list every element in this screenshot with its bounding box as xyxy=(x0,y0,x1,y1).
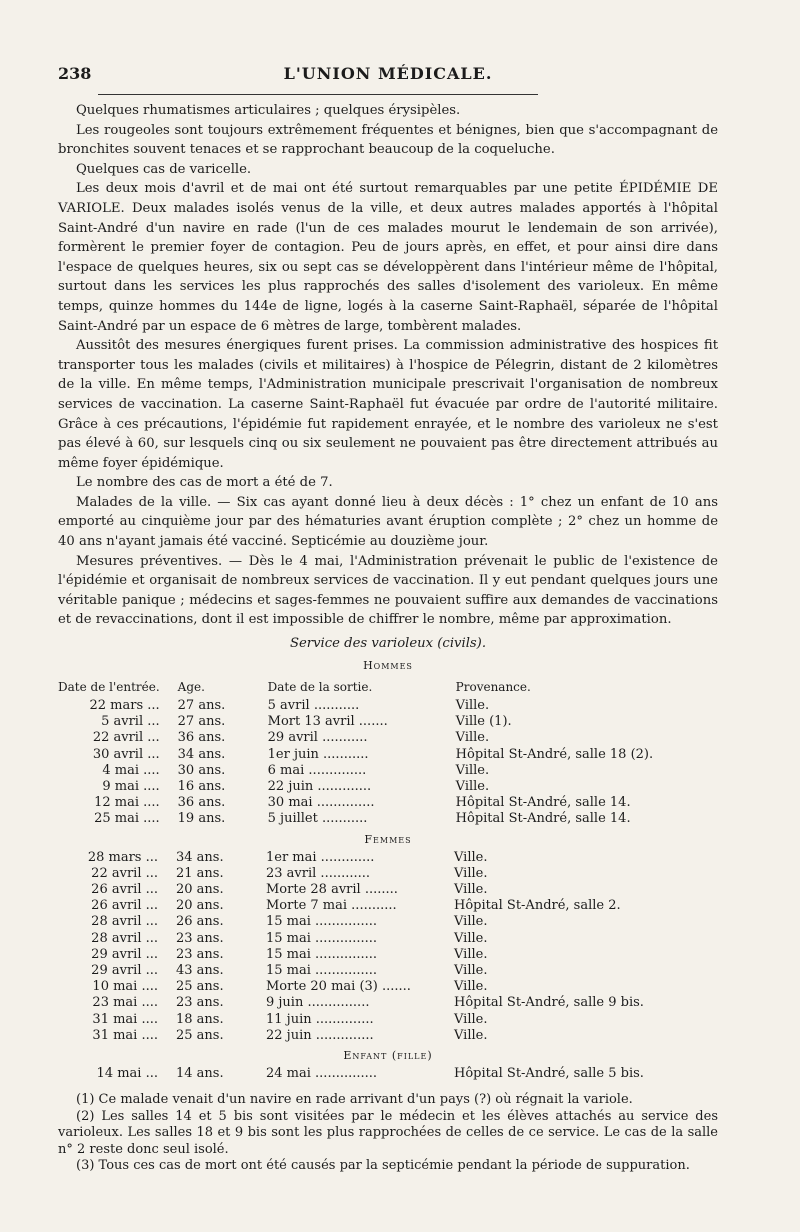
cell-age: 26 ans. xyxy=(176,914,224,930)
cell-age: 23 ans. xyxy=(176,995,224,1011)
cell-date-sortie: 29 avril ........... xyxy=(267,730,368,746)
cell-date-entree: 22 avril ... xyxy=(92,730,160,746)
cell-date-sortie: 30 mai .............. xyxy=(267,795,375,811)
table-row xyxy=(58,882,718,898)
cell-age: 23 ans. xyxy=(176,946,224,962)
cell-age: 25 ans. xyxy=(176,1027,224,1043)
cell-date-entree: 22 mars ... xyxy=(89,698,160,714)
enfant-rows xyxy=(58,1066,718,1082)
page-number: 238 xyxy=(58,64,92,83)
cell-provenance: Hôpital St-André, salle 2. xyxy=(454,898,621,914)
cell-date-sortie: 9 juin ............... xyxy=(266,995,370,1011)
cell-provenance: Ville. xyxy=(454,914,488,930)
table-row xyxy=(58,931,718,947)
section-hommes: Hommes xyxy=(363,659,413,673)
table-row xyxy=(58,914,718,930)
cell-date-sortie: 22 juin .............. xyxy=(266,1027,374,1043)
cell-date-entree: 23 mai .... xyxy=(92,995,158,1011)
cell-age: 21 ans. xyxy=(176,865,224,881)
cell-provenance: Ville. xyxy=(455,779,490,795)
cell-date-entree: 26 avril ... xyxy=(91,882,158,898)
paragraph-rheumatismes: Quelques rhumatismes articulaires ; quelques érysipèles. xyxy=(76,103,461,118)
table-row xyxy=(58,698,718,714)
cell-provenance: Ville. xyxy=(455,730,490,746)
cell-provenance: Ville. xyxy=(454,963,488,979)
cell-age: 34 ans. xyxy=(176,849,224,865)
footnote-3: (3) Tous ces cas de mort ont été causés par la septicémie pendant la période de suppuration. xyxy=(76,1158,690,1174)
cell-date-sortie: 5 avril ........... xyxy=(267,698,360,714)
cell-provenance: Hôpital St-André, salle 14. xyxy=(455,795,631,811)
table-row xyxy=(58,995,718,1011)
paragraph-mesures: Aussitôt des mesures énergiques furent prises. La commission administrative des hospices fit transporter tous les malades (civils et militaires) à l'hospice de Pélegrin, distant de 2 kilomètres de la ville. En même temps, l'Administration municipale prescrivait l'organisation de nombreux services de vaccination. La caserne Saint-Raphaël fut évacuée par ordre de l'autorité militaire. Grâce à ces précautions, l'épidémie fut rapidement enrayée, et le nombre des varioleux ne s'est pas élevé à 60, sur lesquels cinq ou six seulement ne pouvaient pas être directement attribués au même foyer épidémique. xyxy=(58,338,718,471)
enfant-table xyxy=(58,1066,718,1082)
paragraph-malades-ville: Malades de la ville. — Six cas ayant donné lieu à deux décès : 1° chez un enfant de 10 ans emporté au cinquième jour par des hématuries avant éruption complète ; 2° chez un homme de 40 ans n'ayant jamais été vacciné. Septicémie au douzième jour. xyxy=(58,494,718,550)
paragraph-mesures-preventives: Mesures préventives. — Dès le 4 mai, l'Administration prévenait le public de l'existence de l'épidémie et organisait de nombreux services de vaccination. Il y eut pendant quelques jours une véritable panique ; médecins et sages-femmes ne pouvaient suffire aux demandes de vaccinations et de revaccinations, dont il est impossible de chiffrer le nombre, même par approximation. xyxy=(58,553,718,628)
hommes-rows xyxy=(58,698,718,828)
cell-date-sortie: 1er juin ........... xyxy=(267,746,369,762)
table-row xyxy=(58,866,718,882)
cell-provenance: Ville. xyxy=(454,1011,488,1027)
header-date-sortie: Date de la sortie. xyxy=(267,680,373,695)
cell-provenance: Ville. xyxy=(454,946,488,962)
cell-date-entree: 10 mai .... xyxy=(92,979,158,995)
table-row xyxy=(58,1012,718,1028)
cell-age: 43 ans. xyxy=(176,963,224,979)
cell-age: 30 ans. xyxy=(177,762,226,778)
cell-provenance: Hôpital St-André, salle 5 bis. xyxy=(454,1066,644,1082)
table-row xyxy=(58,763,718,779)
femmes-table xyxy=(58,850,718,1044)
cell-date-sortie: Morte 7 mai ........... xyxy=(266,898,397,914)
cell-date-sortie: 6 mai .............. xyxy=(267,762,367,778)
paragraph-morts: Le nombre des cas de mort a été de 7. xyxy=(76,475,333,491)
cell-provenance: Hôpital St-André, salle 18 (2). xyxy=(455,746,654,762)
table-row xyxy=(58,779,718,795)
table-row xyxy=(58,947,718,963)
section-femmes: Femmes xyxy=(364,832,412,846)
cell-age: 27 ans. xyxy=(177,698,226,714)
footnotes xyxy=(58,1092,718,1175)
paragraph-varicelle: Quelques cas de varicelle. xyxy=(76,161,252,177)
cell-provenance: Ville (1). xyxy=(455,714,512,730)
cell-age: 16 ans. xyxy=(177,779,226,795)
cell-date-entree: 29 avril ... xyxy=(91,963,158,979)
patients-table xyxy=(58,676,718,828)
cell-provenance: Ville. xyxy=(454,1027,488,1043)
table-row xyxy=(58,850,718,866)
journal-title: L'UNION MÉDICALE. xyxy=(283,64,493,83)
header-rule xyxy=(98,94,538,95)
cell-date-entree: 4 mai .... xyxy=(102,762,160,778)
table-row xyxy=(58,898,718,914)
header-date-entree: Date de l'entrée. xyxy=(58,680,160,695)
cell-age: 34 ans. xyxy=(177,746,226,762)
cell-provenance: Ville. xyxy=(454,882,488,898)
table-row xyxy=(58,747,718,763)
table-row xyxy=(58,963,718,979)
cell-date-sortie: 15 mai ............... xyxy=(266,930,378,946)
cell-age: 23 ans. xyxy=(176,930,224,946)
cell-date-sortie: 5 juillet ........... xyxy=(267,811,368,827)
cell-date-entree: 28 avril ... xyxy=(91,914,158,930)
page-header xyxy=(58,58,718,88)
cell-date-sortie: 23 avril ............ xyxy=(266,865,371,881)
cell-date-entree: 26 avril ... xyxy=(91,898,158,914)
cell-provenance: Ville. xyxy=(454,979,488,995)
cell-provenance: Ville. xyxy=(455,762,490,778)
cell-provenance: Ville. xyxy=(454,930,488,946)
section-enfant: Enfant (fille) xyxy=(343,1049,433,1063)
paragraph-rougeoles: Les rougeoles sont toujours extrêmement fréquentes et bénignes, bien que s'accompagnant de bronchites souvent tenaces et se rapprochant beaucoup de la coqueluche. xyxy=(58,122,718,158)
cell-date-sortie: 11 juin .............. xyxy=(266,1011,374,1027)
cell-date-sortie: Morte 28 avril ........ xyxy=(266,882,398,898)
cell-date-sortie: 24 mai ............... xyxy=(266,1066,378,1082)
femmes-rows xyxy=(58,850,718,1044)
table-row xyxy=(58,714,718,730)
cell-date-sortie: 15 mai ............... xyxy=(266,946,378,962)
footnote-2: (2) Les salles 14 et 5 bis sont visitées par le médecin et les élèves attachés au service des varioleux. Les salles 18 et 9 bis sont les plus rapprochées de celles de ce service. Le cas de la salle n° 2 reste donc seul isolé. xyxy=(58,1108,718,1157)
cell-age: 20 ans. xyxy=(176,898,224,914)
cell-date-entree: 29 avril ... xyxy=(91,946,158,962)
cell-age: 36 ans. xyxy=(177,730,226,746)
table-row xyxy=(58,811,718,827)
service-title: Service des varioleux (civils). xyxy=(289,636,487,652)
header-age: Age. xyxy=(177,680,205,695)
cell-date-sortie: 15 mai ............... xyxy=(266,963,378,979)
cell-date-entree: 14 mai ... xyxy=(96,1066,158,1082)
cell-age: 19 ans. xyxy=(177,811,226,827)
cell-date-entree: 5 avril ... xyxy=(101,714,160,730)
cell-provenance: Ville. xyxy=(454,849,488,865)
table-row xyxy=(58,1028,718,1044)
cell-provenance: Ville. xyxy=(455,698,490,714)
cell-date-entree: 31 mai .... xyxy=(92,1011,158,1027)
header-provenance: Provenance. xyxy=(455,680,531,695)
cell-age: 20 ans. xyxy=(176,882,224,898)
table-row xyxy=(58,979,718,995)
cell-date-sortie: 1er mai ............. xyxy=(266,849,375,865)
cell-age: 36 ans. xyxy=(177,795,226,811)
cell-date-entree: 22 avril ... xyxy=(91,865,158,881)
cell-date-entree: 9 mai .... xyxy=(102,779,160,795)
cell-provenance: Hôpital St-André, salle 14. xyxy=(455,811,631,827)
table-row xyxy=(58,1066,718,1082)
table-row xyxy=(58,795,718,811)
footnote-1: (1) Ce malade venait d'un navire en rade arrivant d'un pays (?) où régnait la variole. xyxy=(76,1092,633,1108)
cell-date-sortie: 15 mai ............... xyxy=(266,914,378,930)
cell-date-sortie: 22 juin ............. xyxy=(267,779,372,795)
paragraph-epidemie: Les deux mois d'avril et de mai ont été surtout remarquables par une petite ÉPIDÉMIE DE VARIOLE. Deux malades isolés venus de la ville, et deux autres malades apportés à l'hôpital Saint-André d'un navire en rade (l'un de ces malades mourut le lendemain de son arrivée), formèrent le premier foyer de contagion. Peu de jours après, en effet, et pour ainsi dire dans l'espace de quelques heures, six ou sept cas se développèrent dans l'intérieur même de l'hôpital, surtout dans les services les plus rapprochés des salles d'isolement des varioleux. En même temps, quinze hommes du 144e de ligne, logés à la caserne Saint-Raphaël, séparée de l'hôpital Saint-André par un espace de 6 mètres de large, tombèrent malades. xyxy=(58,181,718,334)
cell-age: 14 ans. xyxy=(176,1066,224,1082)
document-page xyxy=(58,58,718,1175)
cell-date-entree: 30 avril ... xyxy=(92,746,160,762)
cell-date-entree: 28 mars ... xyxy=(87,849,158,865)
table-header-row xyxy=(58,676,718,698)
table-row xyxy=(58,730,718,746)
cell-age: 25 ans. xyxy=(176,979,224,995)
cell-date-entree: 31 mai .... xyxy=(92,1027,158,1043)
cell-provenance: Hôpital St-André, salle 9 bis. xyxy=(454,995,644,1011)
cell-provenance: Ville. xyxy=(454,865,488,881)
cell-age: 27 ans. xyxy=(177,714,226,730)
cell-age: 18 ans. xyxy=(176,1011,224,1027)
cell-date-sortie: Mort 13 avril ....... xyxy=(267,714,388,730)
cell-date-sortie: Morte 20 mai (3) ....... xyxy=(266,979,411,995)
cell-date-entree: 25 mai .... xyxy=(94,811,160,827)
cell-date-entree: 12 mai .... xyxy=(94,795,160,811)
cell-date-entree: 28 avril ... xyxy=(91,930,158,946)
